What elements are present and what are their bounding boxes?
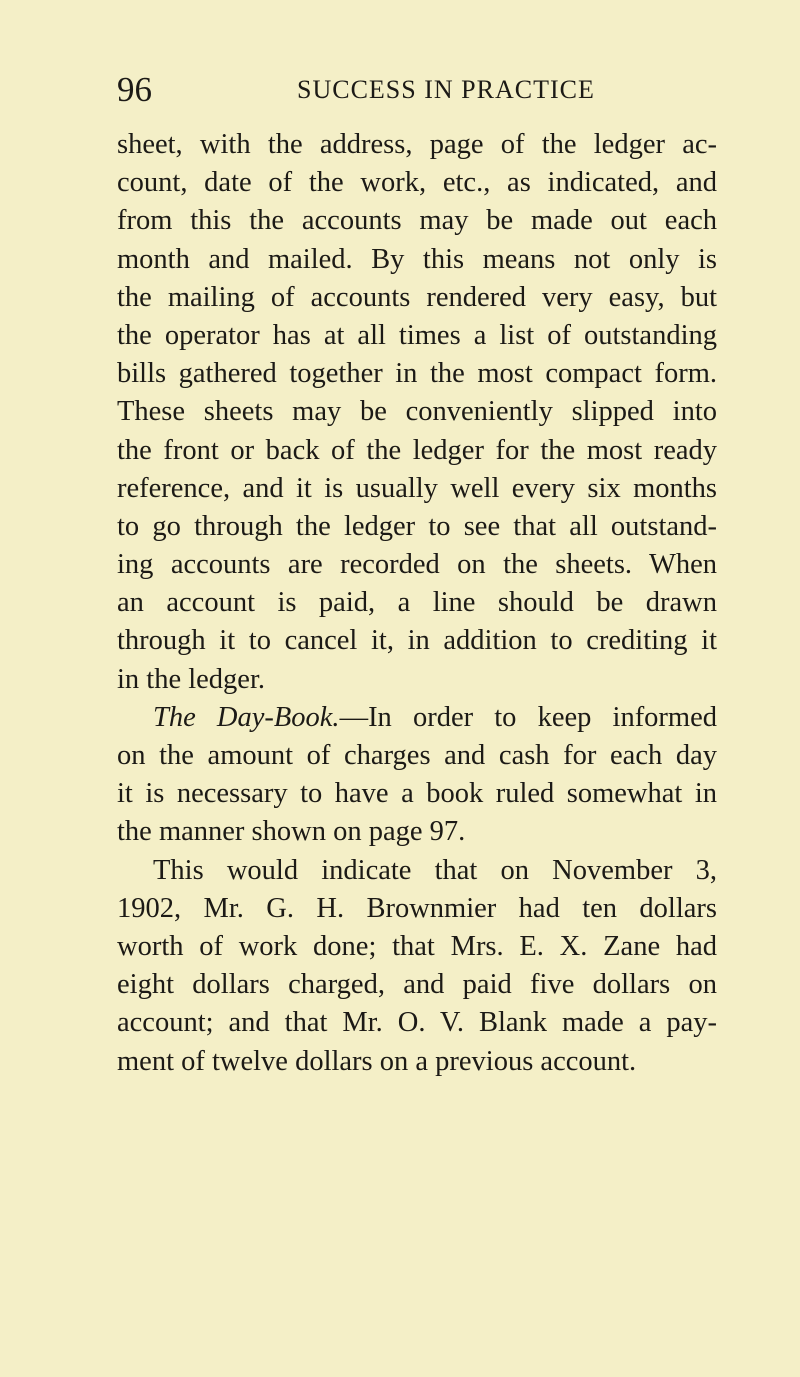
text-line: reference, and it is usually well every six months — [117, 472, 717, 504]
text-line: month and mailed. By this means not only is — [117, 243, 717, 275]
section-heading: The Day-Book. — [153, 701, 340, 733]
text-line: an account is paid, a line should be drawn — [117, 587, 717, 619]
text-line: it is necessary to have a book ruled somewhat in — [117, 778, 717, 810]
text-line: bills gathered together in the most compact form. — [117, 358, 717, 390]
text-line: the front or back of the ledger for the most ready — [117, 434, 717, 466]
text-line: in the ledger. — [117, 663, 265, 695]
text-line: worth of work done; that Mrs. E. X. Zane had — [117, 930, 717, 962]
text-line: ing accounts are recorded on the sheets. When — [117, 549, 717, 581]
text-line: the mailing of accounts rendered very easy, but — [117, 281, 717, 313]
running-title: SUCCESS IN PRACTICE — [297, 75, 595, 104]
text-line: This would indicate that on November 3, — [153, 854, 717, 886]
section-first-line — [117, 699, 717, 737]
text-line: the operator has at all times a list of outstanding — [117, 319, 717, 351]
text-line: from this the accounts may be made out each — [117, 205, 717, 237]
body-text — [117, 126, 717, 1081]
section-first-line-text: —In order to keep informed — [339, 701, 717, 733]
text-line: on the amount of charges and cash for each day — [117, 740, 717, 771]
text-line: to go through the ledger to see that all outstand- — [117, 510, 717, 542]
text-line: ment of twelve dollars on a previous account. — [117, 1045, 637, 1077]
text-line: the manner shown on page 97. — [117, 816, 466, 848]
text-line: account; and that Mr. O. V. Blank made a pay- — [117, 1007, 717, 1039]
text-line: sheet, with the address, page of the ledger ac- — [117, 129, 717, 160]
text-line: 1902, Mr. G. H. Brownmier had ten dollars — [117, 892, 717, 924]
text-line: These sheets may be conveniently slipped into — [117, 396, 717, 428]
text-line: eight dollars charged, and paid five dollars on — [117, 969, 717, 1001]
page-number: 96 — [117, 70, 152, 109]
text-line: count, date of the work, etc., as indicated, and — [117, 167, 717, 199]
text-line: through it to cancel it, in addition to crediting it — [117, 625, 717, 657]
running-head — [0, 70, 800, 110]
